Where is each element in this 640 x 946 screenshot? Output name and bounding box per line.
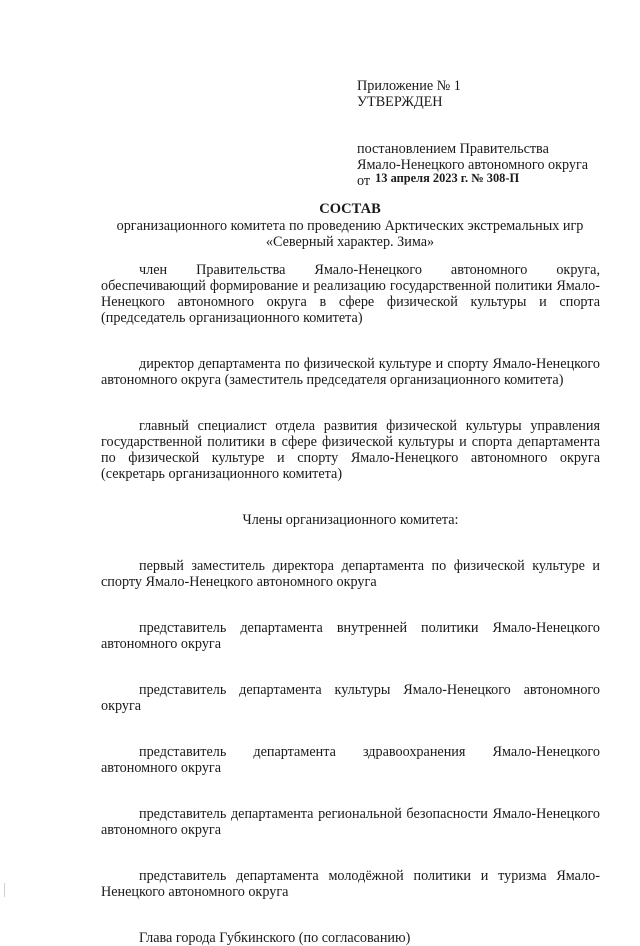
document-body: [101, 262, 600, 946]
member-item: первый заместитель директора департамента по физической культуре и спорту Ямало-Ненецкого автономного округа: [101, 558, 600, 590]
chairman-paragraph: член Правительства Ямало-Ненецкого автономного округа, обеспечивающий формирование и реализацию государственной политики Ямало-Ненецкого автономного округа в сфере физической культуры и спорта (председатель организационного комитета): [101, 262, 600, 326]
member-item: представитель департамента внутренней политики Ямало-Ненецкого автономного округа: [101, 620, 600, 652]
resolution-label: постановлением Правительства: [357, 141, 549, 157]
member-item: представитель департамента молодёжной политики и туризма Ямало-Ненецкого автономного округа: [101, 868, 600, 900]
resolution-date: 13 апреля 2023 г. № 308-П: [375, 171, 520, 185]
member-item: представитель департамента здравоохранения Ямало-Ненецкого автономного округа: [101, 744, 600, 776]
scan-edge-mark: [4, 883, 5, 897]
document-title: [60, 201, 640, 250]
title-subtitle-line-2: «Северный характер. Зима»: [265, 234, 435, 250]
members-heading: Члены организационного комитета:: [242, 512, 459, 528]
member-item: представитель департамента региональной безопасности Ямало-Ненецкого автономного округа: [101, 806, 600, 838]
title-heading: СОСТАВ: [319, 201, 381, 217]
government-name: Ямало-Ненецкого автономного округа: [357, 157, 589, 173]
member-item: представитель департамента культуры Ямало-Ненецкого автономного округа: [101, 682, 600, 714]
resolution-date-line: [357, 173, 607, 189]
approved-label: УТВЕРЖДЕН: [357, 94, 443, 110]
secretary-paragraph: главный специалист отдела развития физической культуры управления государственной политики в сфере физической культуры и спорта департамента по физической культуре и спорту Ямало-Ненецкого автономного округа (секретарь организационного комитета): [101, 418, 600, 482]
date-prefix: от: [357, 173, 371, 189]
member-item: Глава города Губкинского (по согласованию): [139, 930, 411, 946]
title-subtitle-line-1: организационного комитета по проведению Арктических экстремальных игр: [116, 218, 584, 234]
approval-block: [357, 78, 607, 189]
vice-chairman-paragraph: директор департамента по физической культуре и спорту Ямало-Ненецкого автономного округа (заместитель председателя организационного комитета): [101, 356, 600, 388]
appendix-number: Приложение № 1: [357, 78, 461, 94]
